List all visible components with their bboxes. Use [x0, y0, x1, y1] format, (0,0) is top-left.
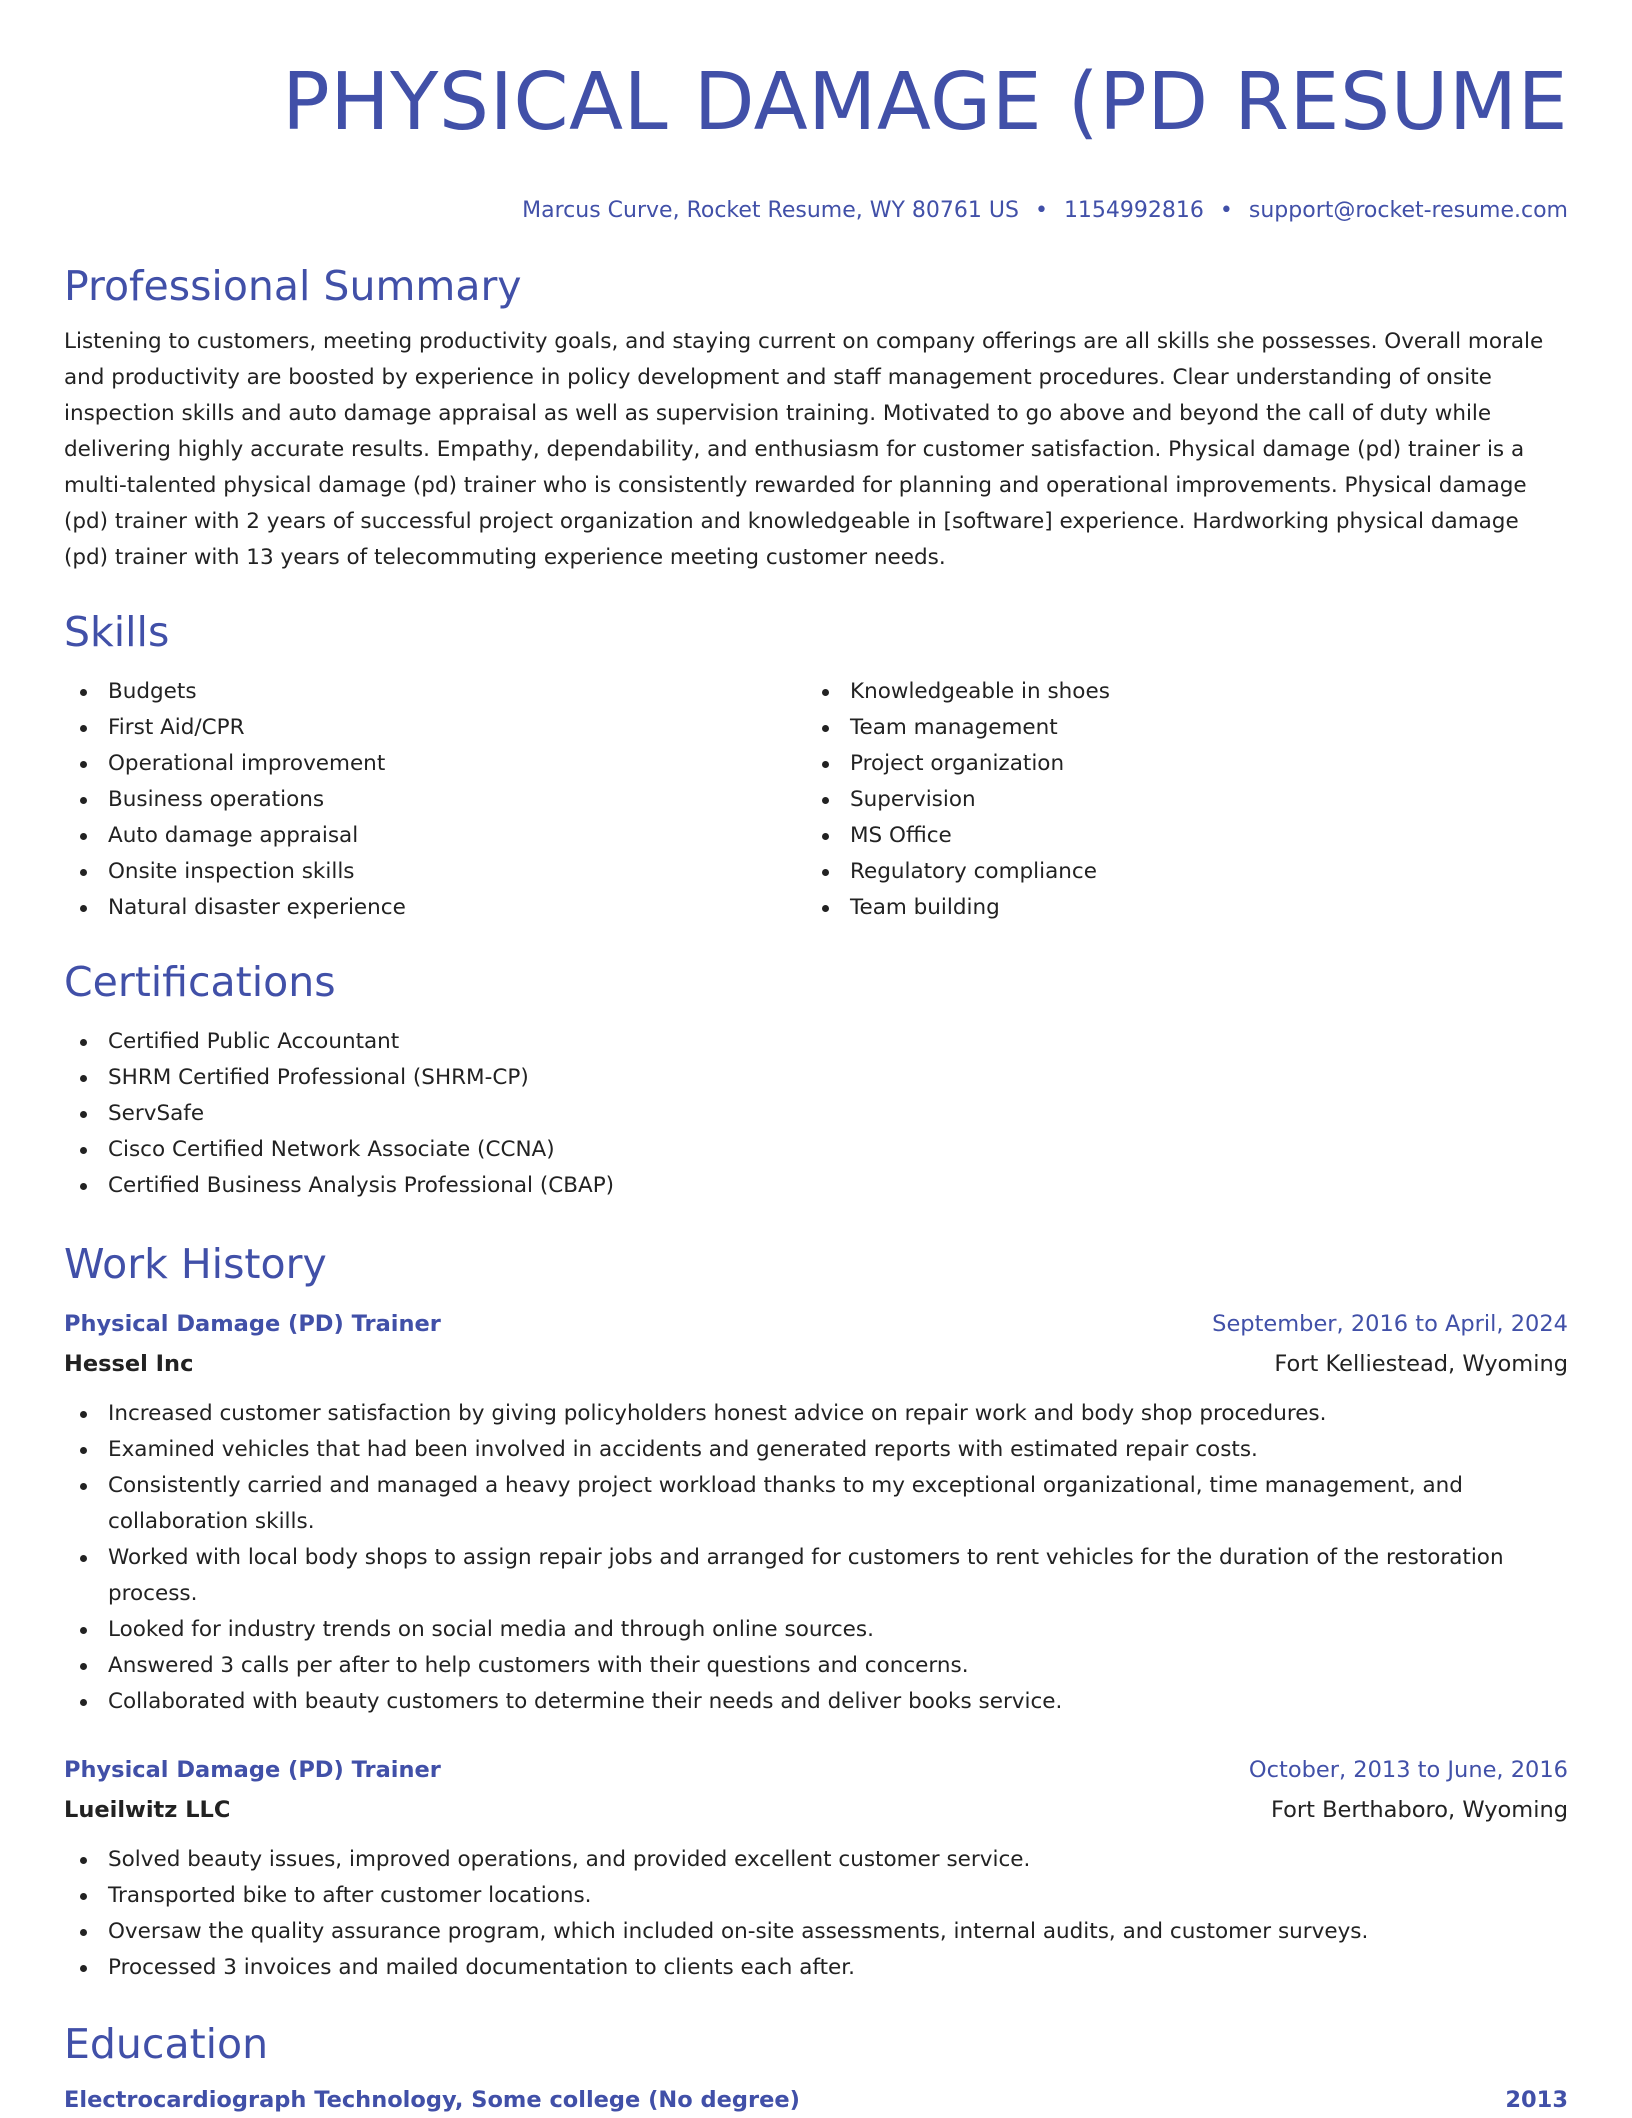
- certification-item: Certified Business Analysis Professional (CBAP): [64, 1168, 1568, 1204]
- contact-address: Marcus Curve, Rocket Resume, WY 80761 US: [522, 198, 1019, 223]
- skills-right-column: [806, 674, 1548, 926]
- education-year: 2013: [1505, 2087, 1568, 2113]
- certifications-heading: Certifications: [64, 958, 336, 1006]
- work-history-section: [64, 1238, 1568, 1986]
- job-bullets: [64, 1842, 1568, 1986]
- certification-item: Cisco Certified Network Associate (CCNA): [64, 1132, 1568, 1168]
- job-bullet: Looked for industry trends on social media and through online sources.: [64, 1612, 1568, 1648]
- skill-item: Budgets: [64, 674, 806, 710]
- contact-phone: 1154992816: [1063, 198, 1204, 223]
- job-bullet: Collaborated with beauty customers to determine their needs and deliver books service.: [64, 1684, 1568, 1720]
- job-bullet: Transported bike to after customer locations.: [64, 1878, 1568, 1914]
- skill-item: Knowledgeable in shoes: [806, 674, 1548, 710]
- skill-item: Auto damage appraisal: [64, 818, 806, 854]
- job-bullet: Examined vehicles that had been involved in accidents and generated reports with estimated repair costs.: [64, 1432, 1568, 1468]
- certification-item: ServSafe: [64, 1096, 1568, 1132]
- job-company: Hessel Inc: [64, 1351, 194, 1377]
- job-dates: October, 2013 to June, 2016: [1248, 1757, 1568, 1783]
- skill-item: Business operations: [64, 782, 806, 818]
- education-heading: Education: [64, 2020, 269, 2068]
- contact-separator: •: [1219, 198, 1233, 223]
- contact-separator: •: [1034, 198, 1048, 223]
- certification-item: Certified Public Accountant: [64, 1024, 1568, 1060]
- education-entry: [64, 2082, 1568, 2118]
- resume-header: [64, 0, 1568, 226]
- job-bullet: Answered 3 calls per after to help customers with their questions and concerns.: [64, 1648, 1568, 1684]
- job-location: Fort Berthaboro, Wyoming: [1270, 1797, 1568, 1823]
- skill-item: Regulatory compliance: [806, 854, 1548, 890]
- certifications-list: [64, 1024, 1568, 1204]
- certification-item: SHRM Certified Professional (SHRM-CP): [64, 1060, 1568, 1096]
- skills-heading: Skills: [64, 608, 170, 656]
- job-bullet: Worked with local body shops to assign repair jobs and arranged for customers to rent vehicles for the duration of the restoration process.: [64, 1540, 1568, 1612]
- skills-columns: [64, 674, 1568, 926]
- job-bullet: Oversaw the quality assurance program, which included on-site assessments, internal audits, and customer surveys.: [64, 1914, 1568, 1950]
- contact-line: [64, 196, 1568, 226]
- job-title: Physical Damage (PD) Trainer: [64, 1311, 441, 1337]
- job-location: Fort Kelliestead, Wyoming: [1274, 1351, 1568, 1377]
- summary-section: [64, 260, 1568, 576]
- job-subheader: [64, 1792, 1568, 1828]
- work-history-heading: Work History: [64, 1240, 327, 1288]
- job-entry: [64, 1752, 1568, 1986]
- job-bullet: Solved beauty issues, improved operations, and provided excellent customer service.: [64, 1842, 1568, 1878]
- skill-item: First Aid/CPR: [64, 710, 806, 746]
- skills-right-list: [806, 674, 1548, 926]
- job-header: [64, 1306, 1568, 1342]
- job-bullet: Consistently carried and managed a heavy project workload thanks to my exceptional organizational, time management, and collaboration skills.: [64, 1468, 1568, 1540]
- skill-item: Supervision: [806, 782, 1548, 818]
- job-entry: [64, 1306, 1568, 1720]
- candidate-name: PHYSICAL DAMAGE (PD RESUME: [282, 56, 1568, 148]
- skill-item: Project organization: [806, 746, 1548, 782]
- skill-item: Natural disaster experience: [64, 890, 806, 926]
- job-subheader: [64, 1346, 1568, 1382]
- job-title: Physical Damage (PD) Trainer: [64, 1757, 441, 1783]
- skill-item: Operational improvement: [64, 746, 806, 782]
- skill-item: MS Office: [806, 818, 1548, 854]
- summary-text: Listening to customers, meeting productivity goals, and staying current on company offerings are all skills she possesses. Overall morale and productivity are boosted by experience in policy development and staff management procedures. Clear understanding of onsite inspection skills and auto damage appraisal as well as supervision training. Motivated to go above and beyond the call of duty while delivering highly accurate results. Empathy, dependability, and enthusiasm for customer satisfaction. Physical damage (pd) trainer is a multi-talented physical damage (pd) trainer who is consistently rewarded for planning and operational improvements. Physical damage (pd) trainer with 2 years of successful project organization and knowledgeable in [software] experience. Hardworking physical damage (pd) trainer with 13 years of telecommuting experience meeting customer needs.: [64, 329, 1544, 570]
- job-bullet: Processed 3 invoices and mailed documentation to clients each after.: [64, 1950, 1568, 1986]
- skills-left-list: [64, 674, 806, 926]
- certifications-section: [64, 956, 1568, 1204]
- job-dates: September, 2016 to April, 2024: [1212, 1311, 1568, 1337]
- education-degree: Electrocardiograph Technology, Some college (No degree): [64, 2087, 800, 2113]
- job-header: [64, 1752, 1568, 1788]
- job-bullet: Increased customer satisfaction by giving policyholders honest advice on repair work and body shop procedures.: [64, 1396, 1568, 1432]
- contact-email[interactable]: support@rocket-resume.com: [1248, 198, 1568, 223]
- skill-item: Team building: [806, 890, 1548, 926]
- skills-section: [64, 606, 1568, 926]
- skill-item: Team management: [806, 710, 1548, 746]
- skills-left-column: [64, 674, 806, 926]
- summary-heading: Professional Summary: [64, 262, 522, 310]
- job-bullets: [64, 1396, 1568, 1720]
- education-section: [64, 2018, 1568, 2118]
- job-company: Lueilwitz LLC: [64, 1797, 231, 1823]
- skill-item: Onsite inspection skills: [64, 854, 806, 890]
